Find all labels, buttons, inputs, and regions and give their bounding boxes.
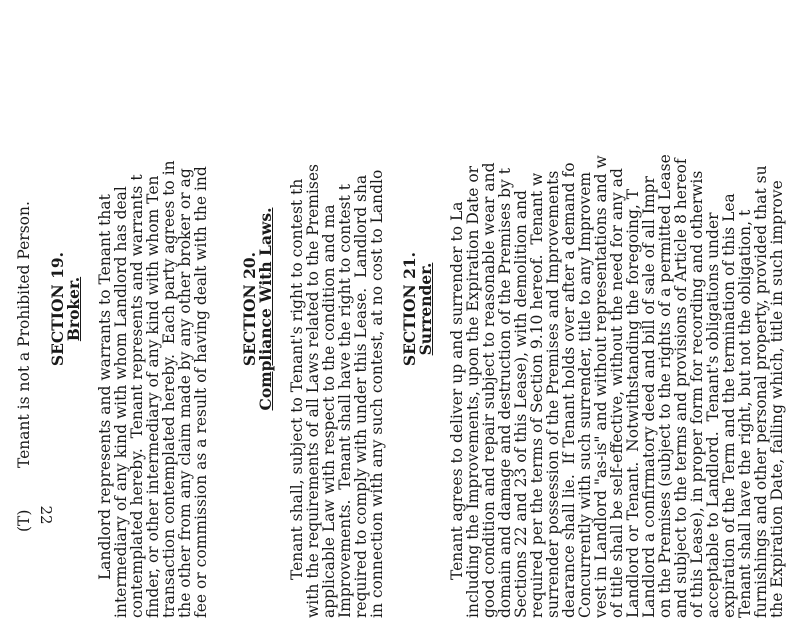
- section-19-heading: SECTION 19.: [48, 251, 67, 367]
- section-20-line: in connection with any such contest, at no cost to Landlo: [368, 169, 386, 618]
- section-21-line: Concurrently with such surrender, title to any Improvem: [576, 171, 594, 618]
- section-21-line: Landlord a confirmatory deed and bill of sale of all Impr: [640, 176, 658, 618]
- section-21-line: and subject to the terms and provisions of Article 8 hereof: [672, 158, 690, 618]
- section-19-line: contemplated hereby. Tenant represents and warrants t: [128, 174, 146, 618]
- section-21-title: Surrender.: [416, 262, 435, 356]
- section-21-line: of title shall be self-effective, without the need for any ad: [608, 168, 626, 618]
- section-20-title: Compliance With Laws.: [256, 207, 275, 411]
- item-label: (T): [15, 509, 33, 532]
- section-21-line: on the Premises (subject to the rights of a permitted Lease: [656, 154, 674, 618]
- section-20-line: required to comply with under this Lease. Landlord sha: [352, 174, 370, 618]
- section-19-line: finder, or other intermediary of any kind with whom Ten: [144, 175, 162, 618]
- section-20-line: Improvements. Tenant shall have the right to contest t: [336, 184, 354, 618]
- section-21-line: Landlord or Tenant. Notwithstanding the foregoing, T: [624, 188, 642, 618]
- section-21-line: domain and damage and destruction of the Premises by t: [496, 168, 514, 618]
- section-21-line: surrender possession of the Premises and Improvements: [544, 170, 562, 618]
- section-21-line: acceptable to Landlord. Tenant's obligations under: [704, 212, 722, 618]
- section-21-line: Tenant agrees to deliver up and surrender to La: [448, 201, 466, 580]
- section-19-line: Landlord represents and warrants to Tenant that: [96, 194, 114, 580]
- section-21-line: furnishings and other personal property, provided that su: [752, 165, 770, 618]
- section-21-line: good condition and repair subject to reasonable wear and: [480, 162, 498, 618]
- section-21-line: including the Improvements, upon the Expiration Date or: [464, 165, 482, 618]
- section-19-title: Broker.: [64, 276, 83, 342]
- section-19-line: intermediary of any kind with whom Landlord has deal: [112, 186, 130, 618]
- section-21-line: dearance shall lie. If Tenant holds over after a demand fo: [560, 162, 578, 618]
- section-19-line: transaction contemplated hereby. Each party agrees to in: [160, 160, 178, 618]
- section-20-line: applicable Law with respect to the condition and ma: [320, 204, 338, 618]
- section-21-line: the Expiration Date, failing which, title in such improve: [768, 180, 786, 618]
- section-19-line: the other from any claim made by any other broker or ag: [176, 168, 194, 618]
- page-number: 22: [37, 505, 55, 525]
- section-21-line: required per the terms of Section 9.10 hereof. Tenant w: [528, 172, 546, 618]
- section-21-line: Tenant shall have the right, but not the obligation, t: [736, 209, 754, 618]
- section-20-line: with the requirements of all Laws related to the Premises: [304, 163, 322, 618]
- section-20-heading: SECTION 20.: [240, 251, 259, 367]
- section-21-line: vest in Landlord "as-is" and without representations and w: [592, 155, 610, 618]
- section-19-line: fee or commission as a result of having dealt with the ind: [192, 166, 210, 618]
- section-21-line: Sections 22 and 23 of this Lease), with demolition and: [512, 190, 530, 618]
- section-20-line: Tenant shall, subject to Tenant's right to contest th: [288, 178, 306, 580]
- section-21-line: of this Lease), in proper form for recording and otherwis: [688, 170, 706, 618]
- section-21-line: expiration of the Term and the termination of this Lea: [720, 193, 738, 618]
- section-21-heading: SECTION 21.: [400, 251, 419, 367]
- item-text: Tenant is not a Prohibited Person.: [15, 201, 33, 468]
